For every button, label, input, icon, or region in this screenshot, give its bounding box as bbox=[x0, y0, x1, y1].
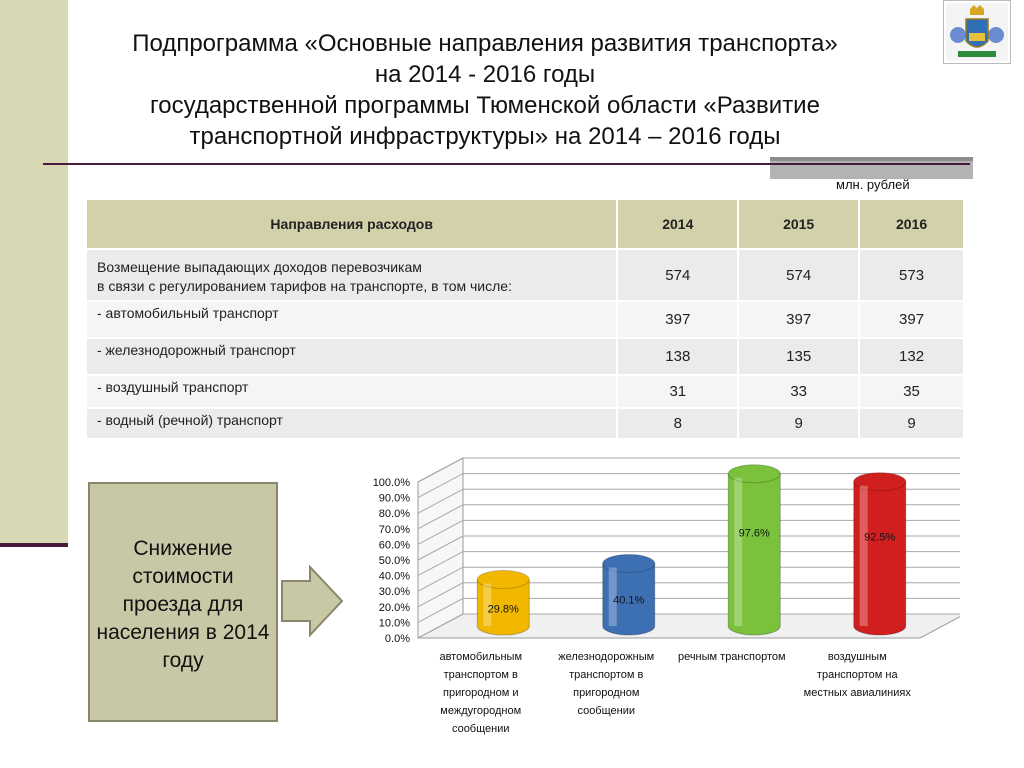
row-label: - железнодорожный транспорт bbox=[86, 338, 617, 375]
table-header-row bbox=[86, 200, 963, 249]
title-line-1: Подпрограмма «Основные направления развития транспорта» bbox=[132, 30, 838, 57]
x-category-label: речным транспортом bbox=[677, 651, 786, 663]
table-cell: 574 bbox=[738, 249, 859, 301]
y-tick-label: 50.0% bbox=[378, 555, 410, 567]
y-tick-label: 10.0% bbox=[378, 617, 410, 630]
y-tick-label: 0.0% bbox=[384, 633, 410, 645]
x-category-label: железнодорожным транспортом в пригородном сообщении bbox=[558, 651, 655, 717]
title-line-4: транспортной инфраструктуры» на 2014 – 2016 годы bbox=[189, 123, 781, 150]
y-tick-label: 20.0% bbox=[378, 601, 410, 614]
data-label: 29.8% bbox=[487, 603, 519, 616]
left-decor-band bbox=[0, 0, 68, 545]
coat-of-arms-icon bbox=[943, 0, 1011, 64]
title-line-3: государственной программы Тюменской области «Развитие bbox=[150, 92, 820, 119]
table-row bbox=[86, 249, 963, 301]
row-label: Возмещение выпадающих доходов перевозчикам в связи с регулированием тарифов на транспорте, в том числе: bbox=[86, 249, 617, 301]
data-label: 92.5% bbox=[864, 531, 896, 544]
table-cell: 138 bbox=[617, 338, 738, 375]
chart-bar bbox=[728, 465, 780, 635]
data-label: 97.6% bbox=[738, 527, 770, 540]
table-cell: 397 bbox=[617, 301, 738, 338]
y-tick-label: 40.0% bbox=[378, 570, 410, 583]
callout-text: Снижение стоимости проезда для населения в 2014 году bbox=[96, 537, 270, 672]
table-row bbox=[86, 375, 963, 408]
table-cell: 8 bbox=[617, 408, 738, 438]
bar-highlight bbox=[734, 478, 742, 626]
row-label: - водный (речной) транспорт bbox=[86, 408, 617, 438]
page-title bbox=[60, 28, 910, 152]
table-header: Направления расходов bbox=[86, 200, 617, 249]
table-row bbox=[86, 408, 963, 438]
table-cell: 397 bbox=[859, 301, 963, 338]
title-rule-accent-top bbox=[770, 157, 973, 161]
y-tick-label: 80.0% bbox=[378, 508, 410, 521]
y-tick-label: 30.0% bbox=[378, 586, 410, 599]
units-label: млн. рублей bbox=[836, 177, 910, 192]
bar-highlight bbox=[860, 486, 868, 626]
table-header: 2015 bbox=[738, 200, 859, 249]
table-cell: 33 bbox=[738, 375, 859, 408]
y-tick-label: 100.0% bbox=[372, 477, 410, 489]
y-tick-label: 90.0% bbox=[378, 492, 410, 505]
title-rule bbox=[43, 163, 970, 165]
left-decor-line bbox=[0, 543, 68, 547]
table-cell: 9 bbox=[859, 408, 963, 438]
row-label: - воздушный транспорт bbox=[86, 375, 617, 408]
y-tick-label: 60.0% bbox=[378, 539, 410, 552]
x-category-label: автомобильным транспортом в пригородном и междугородном сообщении bbox=[439, 651, 523, 735]
table-row bbox=[86, 301, 963, 338]
budget-table bbox=[85, 200, 963, 438]
table-row bbox=[86, 338, 963, 375]
y-tick-label: 70.0% bbox=[378, 523, 410, 536]
chart-bar bbox=[854, 473, 906, 635]
table-cell: 9 bbox=[738, 408, 859, 438]
x-category-label: воздушным транспортом на местных авиалиниях bbox=[803, 651, 911, 699]
data-label: 40.1% bbox=[613, 594, 645, 607]
table-header: 2014 bbox=[617, 200, 738, 249]
table-cell: 132 bbox=[859, 338, 963, 375]
callout-arrow-icon bbox=[280, 565, 346, 637]
row-label: - автомобильный транспорт bbox=[86, 301, 617, 338]
table-cell: 135 bbox=[738, 338, 859, 375]
table-cell: 35 bbox=[859, 375, 963, 408]
title-line-2: на 2014 - 2016 годы bbox=[374, 61, 596, 88]
table-cell: 573 bbox=[859, 249, 963, 301]
table-cell: 397 bbox=[738, 301, 859, 338]
table-cell: 31 bbox=[617, 375, 738, 408]
table-header: 2016 bbox=[859, 200, 963, 249]
table-cell: 574 bbox=[617, 249, 738, 301]
